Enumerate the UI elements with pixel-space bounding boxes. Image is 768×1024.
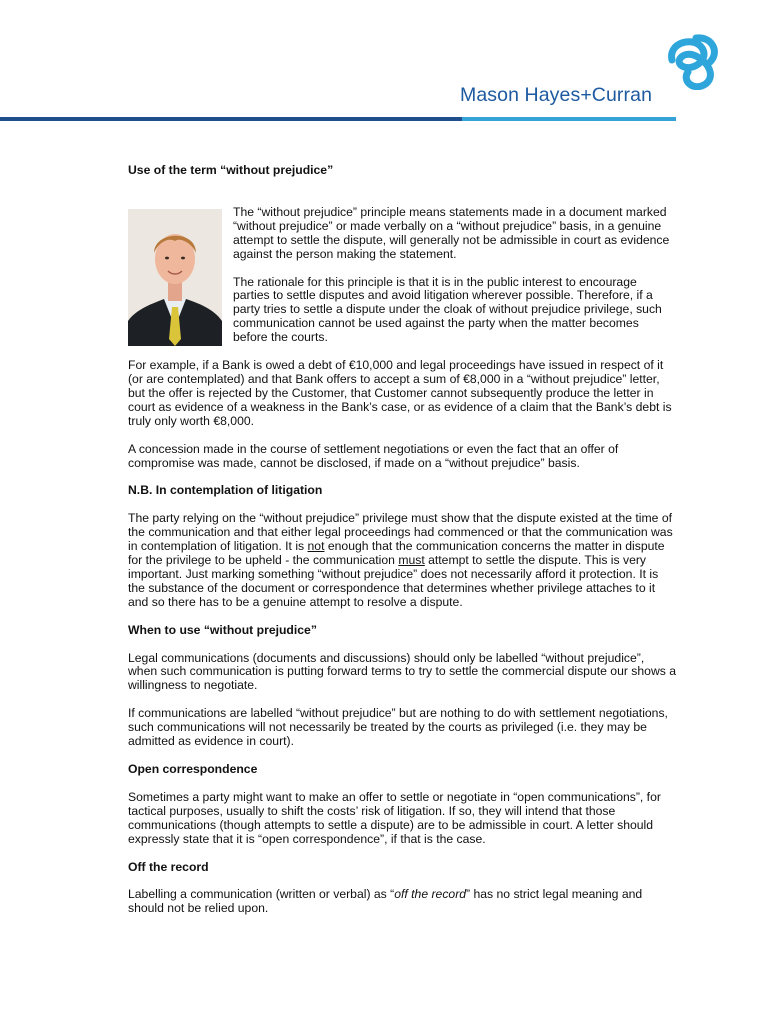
paragraph: Legal communications (documents and discussions) should only be labelled “without prejudice”, when such communication is putting forward terms to try to settle the commercial dispute our shows a willingness to negotiate. (128, 650, 676, 693)
text-run: The party relying on the “without prejudice” privilege must show that the dispute existed at the time of the communication and that either legal proceedings had commenced or that the communication was in contemplation of litigation. It is (128, 511, 673, 554)
brand-name: Mason Hayes+Curran (460, 84, 653, 106)
paragraph: A concession made in the course of settlement negotiations or even the fact that an offer of compromise was made, cannot be disclosed, if made on a “without prejudice” basis. (128, 441, 619, 470)
text-run: ” has no strict legal meaning and should not be relied upon. (128, 887, 643, 916)
section-heading-contemplation: N.B. In contemplation of litigation (128, 483, 323, 498)
section-heading-without-prejudice: Use of the term “without prejudice” (128, 163, 334, 177)
underlined-text: must (398, 553, 425, 568)
logo-icon (666, 34, 720, 90)
text-run: attempt to settle the dispute. This is very important. Just marking something “without prejudice” does not necessarily afford it protection. It is the substance of the document or correspondence that determines whether privilege attaches to it and so there has to be a genuine attempt to resolve a dispute. (128, 553, 659, 609)
letterhead (0, 0, 768, 125)
document-body (128, 164, 676, 930)
intro-block (128, 192, 676, 359)
section-heading-when-to-use: When to use “without prejudice” (128, 622, 317, 637)
section-heading-off-the-record: Off the record (128, 859, 209, 874)
paragraph (128, 512, 676, 609)
underlined-text: not (307, 539, 325, 554)
intro-text (233, 206, 676, 359)
paragraph: The “without prejudice” principle means statements made in a document marked “without prejudice” or made verbally on a “without prejudice” basis, in a genuine attempt to settle the dispute, will generally not be admissible in court as evidence against the person making the statement. (233, 204, 670, 261)
header-rule-light (462, 117, 676, 121)
header-rule-dark (0, 117, 462, 121)
paragraph: If communications are labelled “without prejudice” but are nothing to do with settlement negotiations, such communications will not necessarily be treated by the courts as privileged (i.e. they may be admitted as evidence in court). (128, 706, 668, 749)
paragraph (128, 888, 676, 916)
text-run: enough that the communication concerns the matter in dispute for the privilege to be upheld - the communication (128, 539, 665, 568)
italic-text: off the record (394, 887, 467, 902)
paragraph: The rationale for this principle is that it is in the public interest to encourage parties to settle disputes and avoid litigation wherever possible. Therefore, if a party tries to settle a dispute under the cloak of without prejudice privilege, such communication cannot be used against the party when the matter becomes before the courts. (233, 274, 662, 345)
paragraph: For example, if a Bank is owed a debt of €10,000 and legal proceedings have issued in respect of it (or are contemplated) and that Bank offers to accept a sum of €8,000 in a “without prejudice” letter, but the offer is rejected by the Customer, that Customer cannot subsequently produce the letter in court as evidence of a weakness in the Bank’s case, or as evidence of a claim that the Bank’s debt is truly only worth €8,000. (128, 358, 672, 428)
paragraph: Sometimes a party might want to make an offer to settle or negotiate in “open communications”, for tactical purposes, usually to shift the costs’ risk of litigation. If so, they will intend that those communications (though attempts to settle a dispute) are to be admissible in court. A letter should expressly state that it is “open correspondence”, if that is the case. (128, 789, 661, 846)
section-heading-open-correspondence: Open correspondence (128, 762, 258, 776)
portrait-photo-icon (128, 209, 222, 346)
text-run: Labelling a communication (written or verbal) as “ (128, 887, 395, 902)
